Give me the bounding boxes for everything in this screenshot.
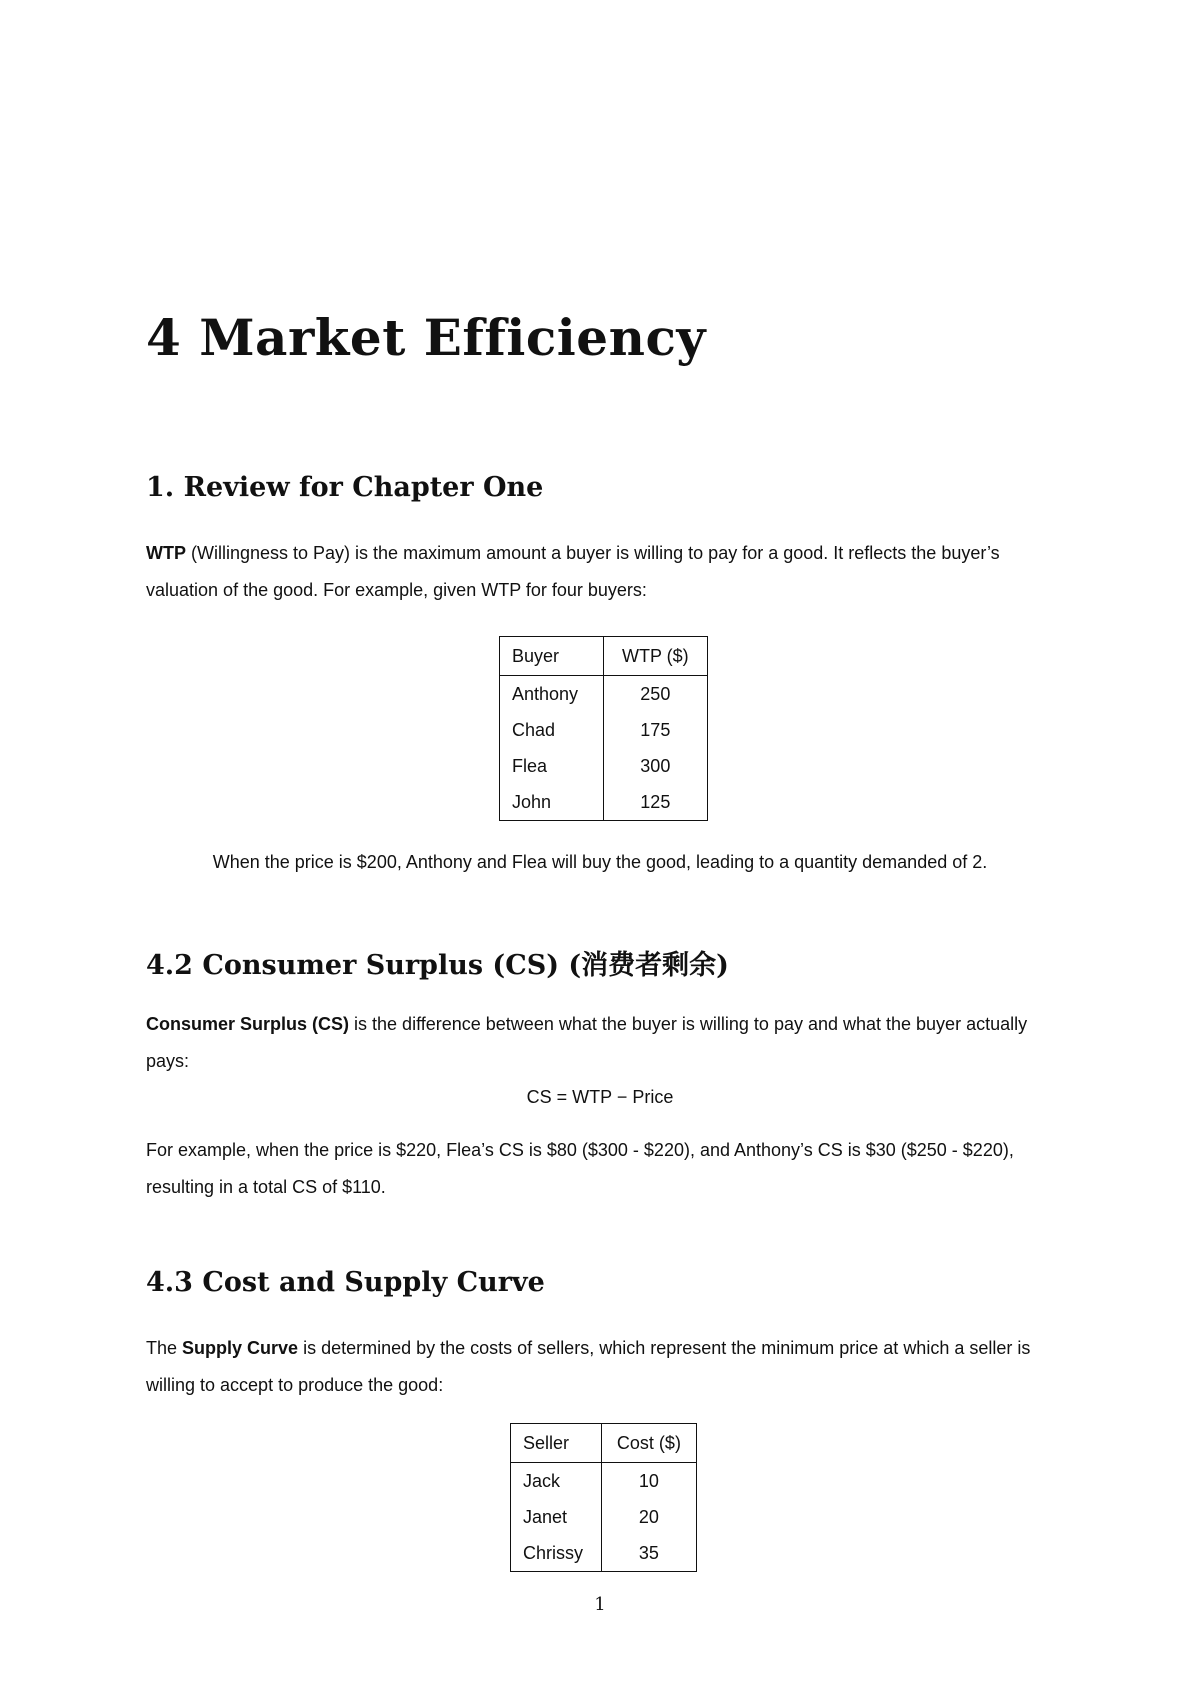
section-heading-supply: 4.3 Cost and Supply Curve (146, 1267, 545, 1298)
seller-cell: Chrissy (511, 1535, 602, 1572)
table-row (511, 1535, 697, 1572)
supply-paragraph (146, 1330, 1064, 1404)
table-header-cell: Seller (511, 1424, 602, 1463)
supply-text-pre: The (146, 1338, 183, 1358)
section-heading-cs: 4.2 Consumer Surplus (CS) (消费者剩余) (146, 950, 729, 981)
wtp-cell: 250 (640, 683, 671, 704)
table-header-cell: Cost ($) (601, 1424, 696, 1463)
wtp-cell: 125 (640, 791, 671, 812)
table-row (500, 712, 708, 748)
buyer-cell: Anthony (500, 676, 604, 713)
cs-term: Consumer Surplus (CS) (146, 1014, 350, 1034)
page-number: 1 (594, 1594, 606, 1615)
buyer-cell: Flea (500, 748, 604, 784)
table-header-row (511, 1424, 697, 1463)
table-row (500, 748, 708, 784)
table-header-row (500, 637, 708, 676)
cost-table (510, 1423, 697, 1572)
seller-cell: Janet (511, 1499, 602, 1535)
cs-formula: CS = WTP − Price (526, 1087, 674, 1107)
cs-text: is the difference between what the buyer is willing to pay and what the buyer actually pays: (146, 1014, 1028, 1071)
buyer-cell: Chad (500, 712, 604, 748)
table-row (500, 784, 708, 821)
cost-cell: 35 (638, 1542, 659, 1563)
cs-example-paragraph: For example, when the price is $220, Flea’s CS is $80 ($300 - $220), and Anthony’s CS is $30 ($250 - $220), resulting in a total CS of $110. (146, 1140, 1014, 1197)
table-row (511, 1463, 697, 1500)
review-text: (Willingness to Pay) is the maximum amount a buyer is willing to pay for a good. It reflects the buyer’s valuation of the good. For example, given WTP for four buyers: (146, 543, 1000, 600)
table-row (500, 676, 708, 713)
buyer-cell: John (500, 784, 604, 821)
table-header-cell: WTP ($) (603, 637, 707, 676)
wtp-cell: 300 (640, 755, 671, 776)
wtp-table (499, 636, 708, 821)
cost-cell: 20 (638, 1506, 659, 1527)
wtp-cell: 175 (640, 719, 671, 740)
table-header-cell: Buyer (500, 637, 604, 676)
review-note: When the price is $200, Anthony and Flea will buy the good, leading to a quantity demanded of 2. (212, 852, 988, 872)
review-paragraph (146, 535, 1064, 609)
seller-cell: Jack (511, 1463, 602, 1500)
supply-term: Supply Curve (182, 1338, 299, 1358)
cost-cell: 10 (638, 1470, 659, 1491)
section-heading-review: 1. Review for Chapter One (146, 472, 544, 503)
table-row (511, 1499, 697, 1535)
page-title: 4 Market Efficiency (146, 308, 706, 367)
wtp-term: WTP (146, 543, 186, 563)
cs-paragraph (146, 1006, 1064, 1080)
supply-text: is determined by the costs of sellers, which represent the minimum price at which a seller is willing to accept to produce the good: (146, 1338, 1031, 1395)
